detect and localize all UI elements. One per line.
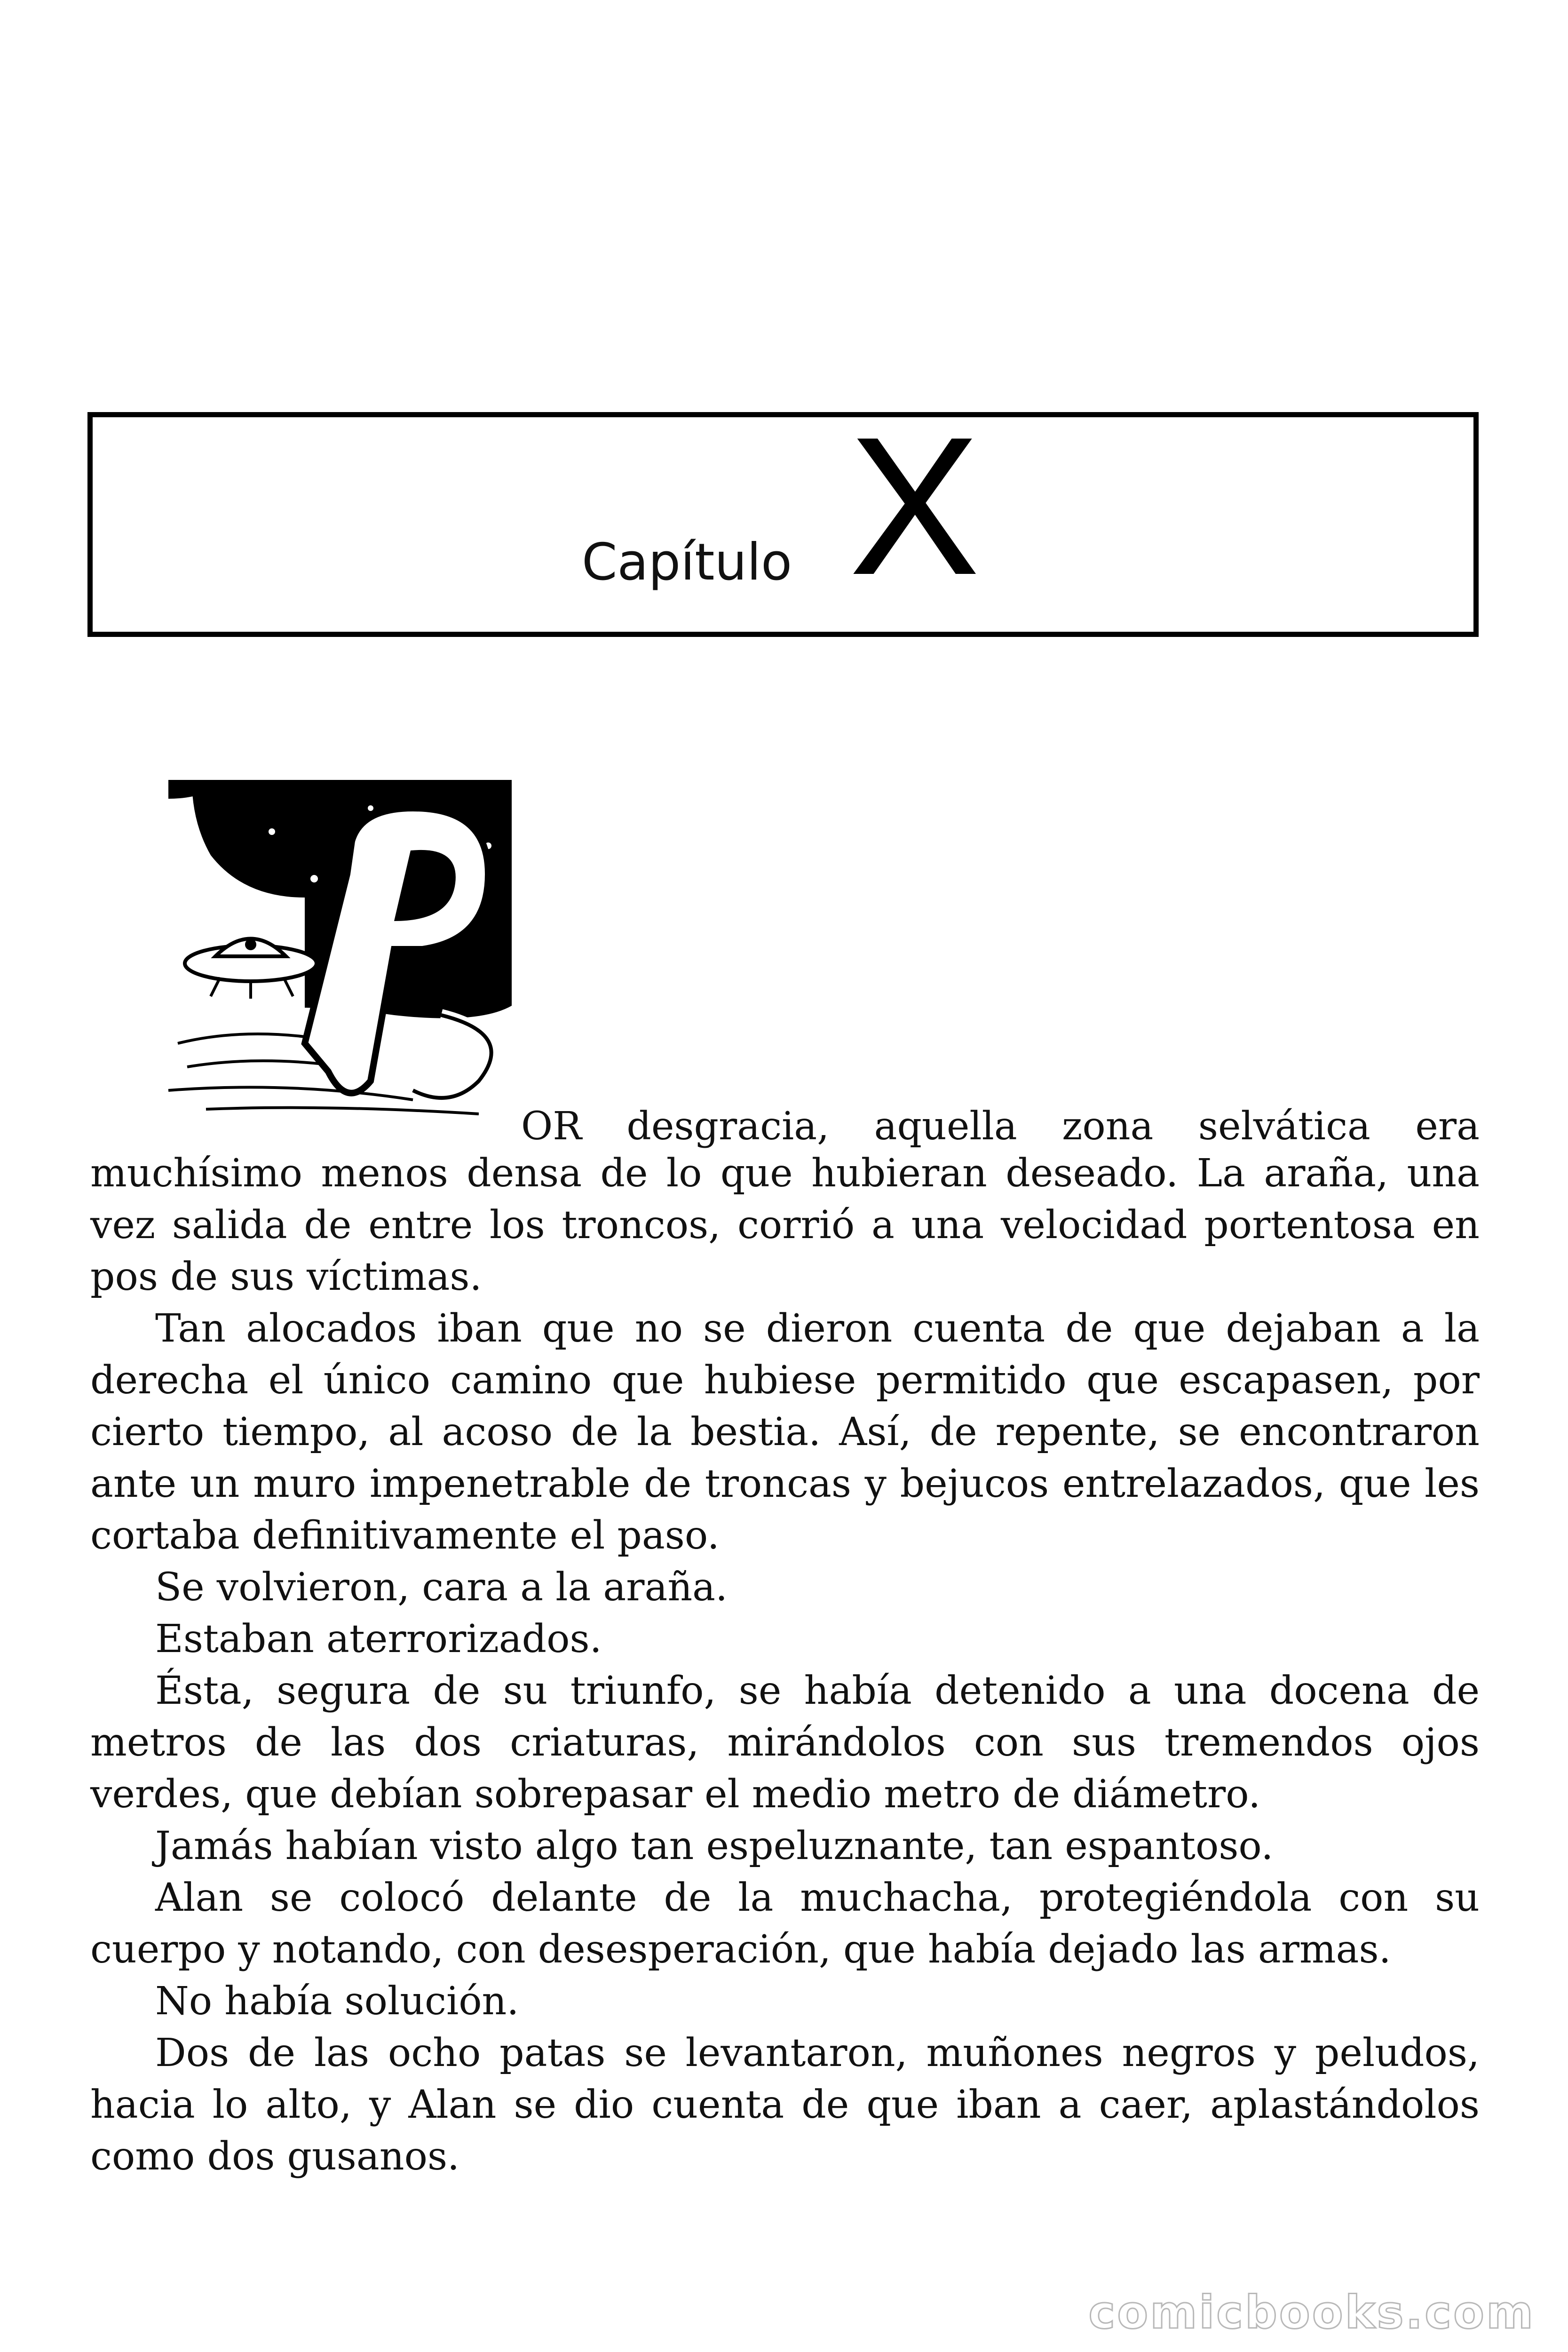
watermark: comicbooks.com [1088, 2286, 1535, 2339]
paragraph: Dos de las ocho patas se levantaron, muñones negros y peludos, hacia lo alto, y Alan se dio cuenta de que iban a caer, aplastándolos como dos gusanos. [90, 2031, 1480, 2179]
dropcap-illustration [150, 780, 521, 1119]
chapter-label: Capítulo [582, 533, 792, 592]
paragraph: No había solución. [155, 1979, 519, 2024]
paragraph-first-line: OR desgracia, aquella zona selvática era [521, 1104, 1480, 1149]
paragraph: Jamás habían visto algo tan espeluznante, tan espantoso. [155, 1824, 1274, 1868]
chapter-number: X [849, 396, 980, 616]
paragraph-1-continuation: muchísimo menos densa de lo que hubieran deseado. La araña, una vez salida de entre los troncos, corrió a una velocidad portentosa en pos de sus víctimas. [90, 1151, 1480, 1299]
paragraph: Estaban aterrorizados. [155, 1617, 602, 1661]
body-text [90, 1303, 1480, 2183]
paragraph: Se volvieron, cara a la araña. [155, 1565, 728, 1610]
paragraph: Ésta, segura de su triunfo, se había detenido a una docena de metros de las dos criaturas, mirándolos con sus tremendos ojos verdes, que debían sobrepasar el medio metro de diámetro. [90, 1669, 1480, 1817]
chapter-heading-box [87, 396, 1479, 637]
paragraph: Alan se colocó delante de la muchacha, protegiéndola con su cuerpo y notando, con desesperación, que había dejado las armas. [90, 1875, 1480, 1972]
paragraph: Tan alocados iban que no se dieron cuenta de que dejaban a la derecha el único camino que hubiese permitido que escapasen, por cierto tiempo, al acoso de la bestia. Así, de repente, se encontraron ante un muro impenetrable de troncas y bejucos entrelazados, que les cortaba definitivamente el paso. [90, 1306, 1480, 1558]
